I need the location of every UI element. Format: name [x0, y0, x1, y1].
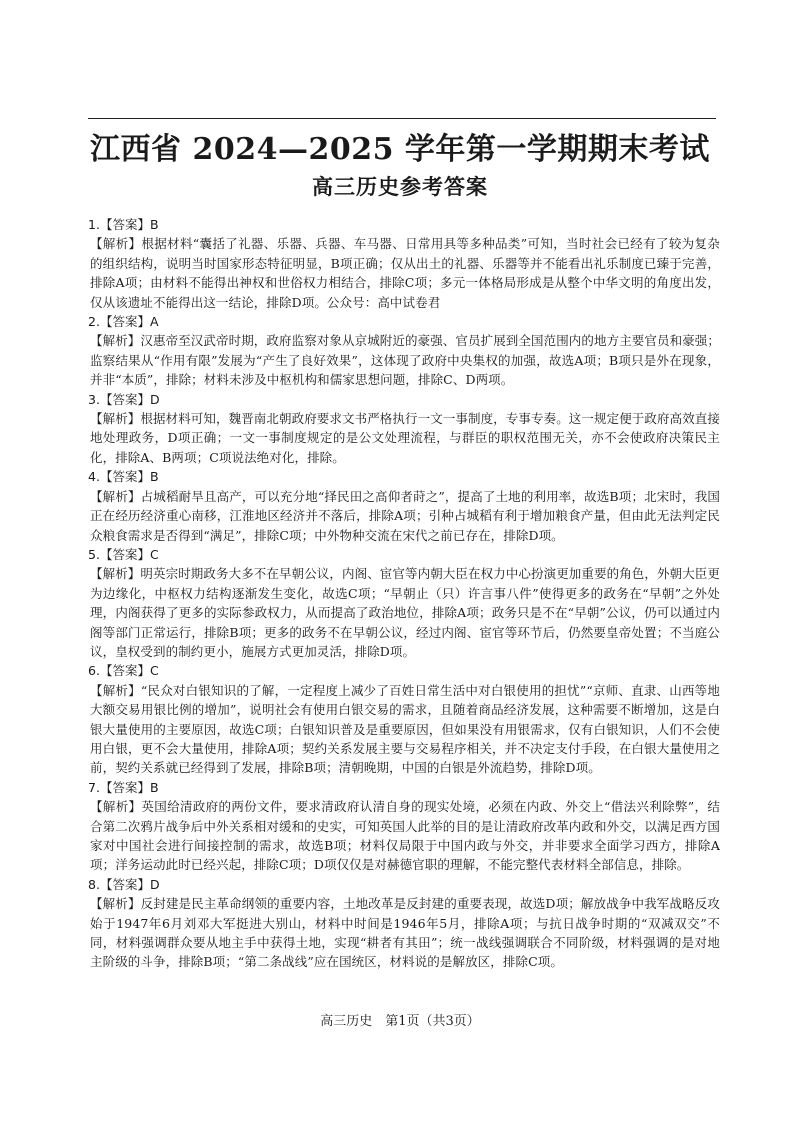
answer-choice: B [149, 469, 159, 485]
answer-tag: 【答案】 [99, 779, 150, 795]
answer-list [88, 215, 720, 972]
answer-tag: 【答案】 [99, 391, 150, 407]
answer-line [88, 467, 720, 486]
question-number: 1. [88, 217, 100, 232]
answer-tag: 【答案】 [99, 217, 150, 232]
answer-item-8 [88, 875, 720, 972]
answer-line [88, 661, 720, 680]
answer-item-1 [88, 215, 720, 312]
explanation: 【解析】占城稻耐旱且高产，可以充分地“择民田之高仰者莳之”，提高了土地的利用率，故选B项；北宋时，我国正在经历经济重心南移，江淮地区经济并不落后，排除A项；引种占城稻有利于增加粮食产量，但由此无法判定民众粮食需求是否得到“满足”，排除C项；中外物种交流在宋代之前已存在，排除D项。 [90, 488, 720, 543]
answer-tag: 【答案】 [99, 469, 150, 485]
answer-item-7 [88, 778, 720, 875]
answer-choice: B [149, 779, 159, 795]
explanation: 【解析】明英宗时期政务大多不在早朝公议，内阁、宦官等内朝大臣在权力中心扮演更加重要的角色，外朝大臣更为边缘化，中枢权力结构逐渐发生变化，故选C项；“早朝止（只）许言事八件”使得更多的政务在“早朝”之外处理，内阁获得了更多的实际参政权力，从而提高了政治地位，排除A项；政务只是不在“早朝”公议，仍可以通过内阁等部门正常运行，排除B项；更多的政务不在早朝公议，经过内阁、宦官等环节后，仍然要皇帝处置；不当庭公议，皇权受到的制约更小，施展方式更加灵活，排除D项。 [90, 566, 721, 659]
answer-tag: 【答案】 [99, 314, 150, 330]
answer-tag: 【答案】 [99, 876, 150, 892]
question-number: 5. [88, 546, 100, 562]
explanation: 【解析】“民众对白银知识的了解，一定程度上减少了百姓日常生活中对白银使用的担忧”“京师、直隶、山西等地大额交易用银比例的增加”，说明社会有使用白银交易的需求，且随着商品经济发展，这种需要不断增加，这是白银大量使用的主要原因，故选C项；白银知识普及是重要原因，但如果没有用银需求，仅有白银知识，人们不会使用白银，更不会大量使用，排除A项；契约关系发展主要与交易程序相关，并不决定支付手段，在白银大量使用之前，契约关系就已经得到了发展，排除B项；清朝晚期，中国的白银是外流趋势，排除D项。 [90, 682, 720, 776]
answer-line [88, 875, 720, 894]
explanation: 【解析】根据材料可知，魏晋南北朝政府要求文书严格执行一文一事制度，专事专奏。这一规定便于政府高效直接地处理政务，D项正确；一文一事制度规定的是公文处理流程，与群臣的职权范围无关，亦不会使政府决策民主化，排除A、B两项；C项说法绝对化，排除。 [90, 411, 721, 465]
answer-item-5 [88, 545, 720, 661]
answer-item-3 [88, 390, 720, 468]
question-number: 2. [88, 314, 100, 330]
answer-line [88, 545, 720, 564]
answer-choice: A [149, 314, 159, 330]
question-number: 8. [88, 876, 100, 892]
question-number: 3. [88, 391, 100, 407]
answer-line [88, 390, 720, 409]
answer-item-2 [88, 312, 720, 390]
explanation: 【解析】根据材料“囊括了礼器、乐器、兵器、车马器、日常用具等多种品类”可知，当时社会已经有了较为复杂的组织结构，说明当时国家形态特征明显，B项正确；仅从出土的礼器、乐器等并不能看出礼乐制度已臻于完善，排除A项；由材料不能得出神权和世俗权力相结合，排除C项；多元一体格局形成是从整个中华文明的角度出发，仅从该遗址不能得出这一结论，排除D项。公众号：高中试卷君 [90, 236, 720, 310]
explanation: 【解析】反封建是民主革命纲领的重要内容，土地改革是反封建的重要表现，故选D项；解放战争中我军战略反攻始于1947年6月刘邓大军挺进大别山，材料中时间是1946年5月，排除A项；与抗日战争时期的“双减双交”不同，材料强调群众要从地主手中获得土地，实现“耕者有其田”；统一战线强调联合不同阶级，材料强调的是对地主阶级的斗争，排除B项；“第二条战线”应在国统区，材料说的是解放区，排除C项。 [90, 896, 720, 970]
answer-item-4 [88, 467, 720, 545]
exam-title: 江西省 2024—2025 学年第一学期期末考试 [90, 132, 710, 167]
answer-tag: 【答案】 [99, 663, 150, 679]
page-footer: 高三历史 第1页（共3页） [320, 1014, 480, 1029]
question-number: 4. [88, 469, 100, 485]
question-number: 6. [88, 663, 100, 679]
answer-choice: C [149, 546, 159, 562]
answer-choice: B [149, 217, 159, 232]
answer-choice: D [149, 876, 160, 892]
answer-item-6 [88, 661, 720, 777]
answer-choice: D [149, 391, 160, 407]
top-divider [88, 118, 716, 119]
answer-line [88, 778, 720, 797]
answer-key-subtitle: 高三历史参考答案 [312, 175, 488, 199]
answer-tag: 【答案】 [99, 546, 150, 562]
question-number: 7. [88, 779, 100, 795]
explanation: 【解析】汉惠帝至汉武帝时期，政府监察对象从京城附近的豪强、官员扩展到全国范围内的地方主要官员和豪强；监察结果从“作用有限”发展为“产生了良好效果”，这体现了政府中央集权的加强，故选A项；B项只是外在现象，并非“本质”，排除；材料未涉及中枢机构和儒家思想问题，排除C、D两项。 [90, 333, 721, 388]
answer-line [88, 312, 720, 331]
answer-choice: C [149, 663, 159, 679]
answer-line [88, 215, 720, 234]
explanation: 【解析】英国给清政府的两份文件，要求清政府认清自身的现实处境，必须在内政、外交上“借法兴利除弊”，结合第二次鸦片战争后中外关系相对缓和的史实，可知英国人此举的目的是让清政府改革内政和外交，以满足西方国家对中国社会进行间接控制的需求，故选B项；材料仅局限于中国内政与外交，并非要求全面学习西方，排除A项；洋务运动此时已经兴起，排除C项；D项仅仅是对赫德官职的理解，不能完整代表材料全部信息，排除。 [90, 799, 721, 873]
